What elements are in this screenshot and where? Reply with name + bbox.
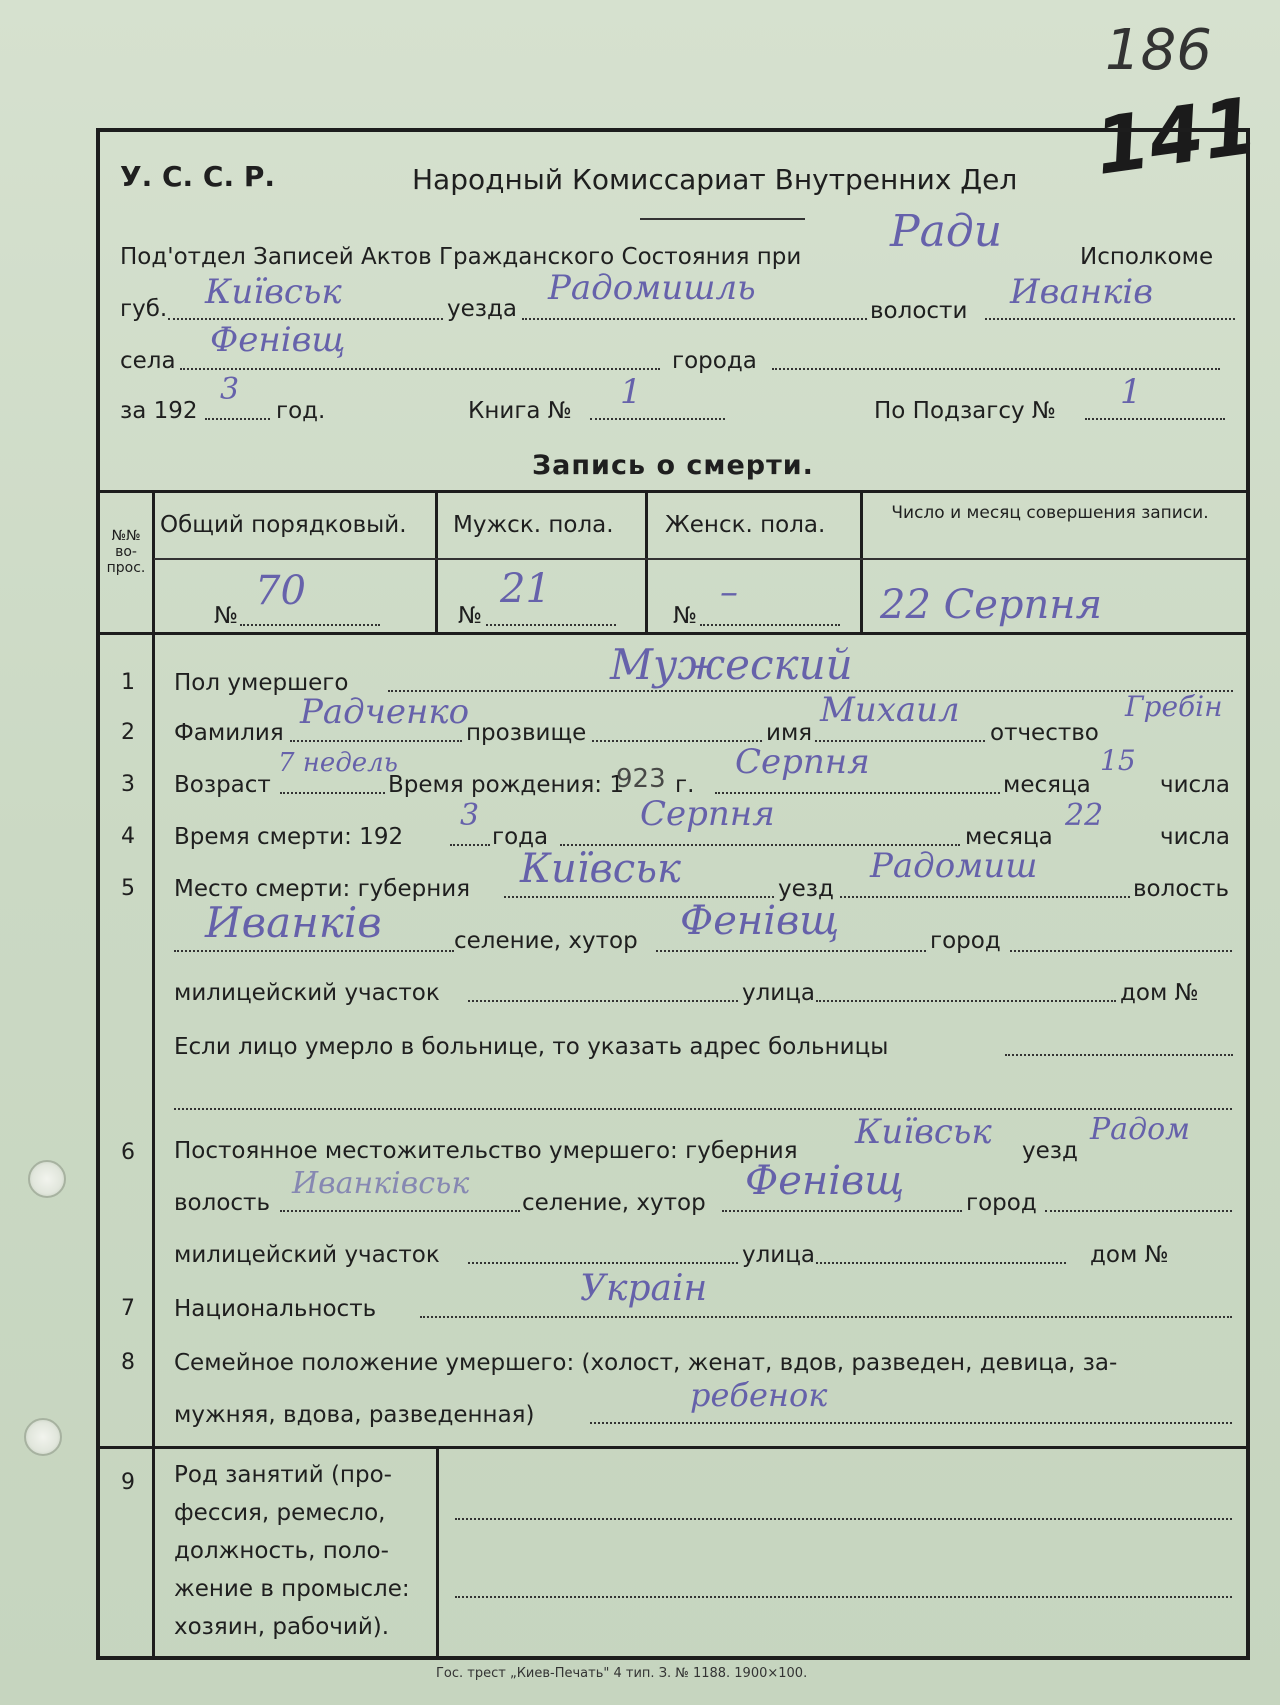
r4-label-goda: года bbox=[492, 824, 549, 850]
r3-birth-year: 923 bbox=[616, 764, 666, 794]
god-label: год. bbox=[276, 398, 326, 424]
gub-value: Київськ bbox=[205, 272, 342, 312]
r5-line-uezd bbox=[840, 896, 1130, 898]
r5-line-selo bbox=[656, 950, 926, 952]
r4-label: Время смерти: 192 bbox=[174, 824, 404, 850]
col-line-4 bbox=[860, 492, 863, 632]
r5-label-uezd: уезд bbox=[778, 876, 834, 902]
r4-label-month: месяца bbox=[965, 824, 1053, 850]
r5-label-hospital: Если лицо умерло в больнице, то указать адрес больницы bbox=[174, 1034, 889, 1060]
r9-l4: жение в промысле: bbox=[174, 1576, 410, 1602]
year-label: за 192 bbox=[120, 398, 198, 424]
r2-label-fam: Фамилия bbox=[174, 720, 284, 746]
r3-value-age: 7 недель bbox=[278, 748, 398, 778]
year-line bbox=[205, 418, 270, 420]
r5-label-street: улица bbox=[742, 980, 816, 1006]
book-line bbox=[590, 418, 725, 420]
r3-label-month: месяца bbox=[1003, 772, 1091, 798]
row-num-2: 2 bbox=[121, 720, 135, 745]
col-line-1 bbox=[152, 492, 155, 1657]
r4-line-year bbox=[450, 844, 490, 846]
corner-mark: 141 bbox=[1089, 81, 1264, 193]
selo-value: Фенівщ bbox=[210, 320, 346, 360]
commissariat-title: Народный Комиссариат Внутренних Дел bbox=[412, 163, 1018, 196]
r3-g: г. bbox=[675, 772, 695, 798]
r6-label-uezd: уезд bbox=[1022, 1138, 1078, 1164]
r5-line-volost bbox=[174, 950, 454, 952]
subdept-label: Под'отдел Записей Актов Гражданского Состояния при bbox=[120, 244, 802, 270]
male-line bbox=[486, 624, 616, 626]
row-num-1: 1 bbox=[121, 670, 135, 695]
r6-line-militia bbox=[468, 1262, 738, 1264]
female-value: – bbox=[720, 572, 738, 613]
r3-birth-month: Серпня bbox=[735, 742, 870, 782]
selo-line bbox=[180, 368, 660, 370]
r9-line-1 bbox=[455, 1518, 1232, 1520]
row9-top-line bbox=[98, 1446, 1248, 1449]
table-header-bottom bbox=[98, 632, 1248, 635]
r1-value: Мужеский bbox=[610, 640, 853, 689]
r5-volost: Иванків bbox=[205, 898, 382, 947]
r6-line-street bbox=[816, 1262, 1066, 1264]
book-value: 1 bbox=[620, 372, 642, 412]
general-no-sign: № bbox=[214, 603, 238, 629]
uezd-line bbox=[522, 318, 867, 320]
r3-label-day: числа bbox=[1160, 772, 1230, 798]
r6-uezd: Радом bbox=[1090, 1112, 1191, 1147]
row-num-8: 8 bbox=[121, 1350, 135, 1375]
republic-title: У. С. С. Р. bbox=[120, 160, 275, 193]
r9-line-2 bbox=[455, 1596, 1232, 1598]
punch-hole-top bbox=[28, 1160, 66, 1198]
r5-label-gorod: город bbox=[930, 928, 1001, 954]
r3-label-age: Возраст bbox=[174, 772, 271, 798]
r6-line-selo bbox=[722, 1210, 962, 1212]
r6-label-selo: селение, хутор bbox=[522, 1190, 706, 1216]
gorod-line bbox=[772, 368, 1220, 370]
row-num-9: 9 bbox=[121, 1470, 135, 1495]
r6-line-volost bbox=[280, 1210, 520, 1212]
female-no-sign: № bbox=[673, 603, 697, 629]
r6-selo: Фенівщ bbox=[745, 1158, 905, 1204]
r4-label-day: числа bbox=[1160, 824, 1230, 850]
volost-line bbox=[985, 318, 1235, 320]
uezd-value: Радомишль bbox=[548, 268, 756, 308]
r5-label-house: дом № bbox=[1120, 980, 1199, 1006]
r8-value: ребенок bbox=[690, 1376, 828, 1414]
r2-value-fam: Радченко bbox=[300, 692, 470, 732]
r5-gub: Київськ bbox=[520, 846, 681, 892]
r6-label-militia: милицейский участок bbox=[174, 1242, 440, 1268]
printer-footer: Гос. трест „Киев-Печать" 4 тип. З. № 1188. 1900×100. bbox=[436, 1666, 808, 1681]
r6-label: Постоянное местожительство умершего: губерния bbox=[174, 1138, 798, 1164]
female-line bbox=[700, 624, 840, 626]
gub-label: губ. bbox=[120, 296, 168, 322]
general-value: 70 bbox=[255, 568, 306, 614]
r3-birth-day: 15 bbox=[1100, 744, 1136, 777]
r8-label-2: мужняя, вдова, разведенная) bbox=[174, 1402, 535, 1428]
col-line-3 bbox=[645, 492, 648, 632]
r2-label-patr: отчество bbox=[990, 720, 1099, 746]
punch-hole-bottom bbox=[24, 1418, 62, 1456]
r4-year: 3 bbox=[460, 798, 480, 833]
r5-line-hospital-1 bbox=[1005, 1054, 1233, 1056]
row9-col-line bbox=[436, 1448, 439, 1658]
date-value: 22 Серпня bbox=[880, 582, 1103, 628]
podzags-label: По Подзагсу № bbox=[874, 398, 1056, 424]
male-no-sign: № bbox=[458, 603, 482, 629]
th-general: Общий порядковый. bbox=[160, 512, 407, 538]
th-date: Число и месяц совершения записи. bbox=[891, 503, 1209, 523]
header-underline bbox=[640, 218, 805, 220]
r4-day: 22 bbox=[1065, 798, 1104, 833]
r7-line bbox=[420, 1316, 1232, 1318]
volost-label: волости bbox=[870, 298, 968, 324]
r6-label-volost: волость bbox=[174, 1190, 270, 1216]
podzags-value: 1 bbox=[1120, 372, 1142, 412]
r6-label-street: улица bbox=[742, 1242, 816, 1268]
r9-l2: фессия, ремесло, bbox=[174, 1500, 386, 1526]
r6-line-gorod bbox=[1045, 1210, 1232, 1212]
r5-line-street bbox=[816, 1000, 1116, 1002]
r1-line bbox=[388, 690, 1233, 692]
r1-label: Пол умершего bbox=[174, 670, 349, 696]
uezd-label: уезда bbox=[447, 296, 517, 322]
selo-label: села bbox=[120, 348, 176, 374]
row-num-5: 5 bbox=[121, 876, 135, 901]
male-value: 21 bbox=[500, 566, 551, 612]
r6-label-house: дом № bbox=[1090, 1242, 1169, 1268]
r6-label-gorod: город bbox=[966, 1190, 1037, 1216]
r2-line-fam bbox=[290, 740, 462, 742]
r5-uezd: Радомиш bbox=[870, 846, 1038, 886]
th-nn: №№ во- прос. bbox=[106, 528, 146, 576]
r6-volost: Иванківськ bbox=[292, 1166, 470, 1201]
th-female: Женск. пола. bbox=[665, 512, 826, 538]
table-header-divider bbox=[154, 558, 1246, 560]
record-title: Запись о смерти. bbox=[532, 450, 814, 481]
general-line bbox=[240, 624, 380, 626]
volost-value: Иванків bbox=[1010, 272, 1154, 312]
r7-value: Украін bbox=[580, 1268, 708, 1309]
row-num-4: 4 bbox=[121, 824, 135, 849]
row-num-6: 6 bbox=[121, 1140, 135, 1165]
r5-selo: Фенівщ bbox=[680, 898, 840, 944]
th-male: Мужск. пола. bbox=[453, 512, 614, 538]
gorod-label: города bbox=[672, 348, 757, 374]
r5-line-gorod bbox=[1010, 950, 1232, 952]
r9-l5: хозяин, рабочий). bbox=[174, 1614, 390, 1640]
r2-value-name: Михаил bbox=[820, 690, 960, 730]
r8-label-1: Семейное положение умершего: (холост, женат, вдов, разведен, девица, за- bbox=[174, 1350, 1118, 1376]
r5-line-hospital-2 bbox=[174, 1108, 1232, 1110]
r6-gub: Київськ bbox=[855, 1112, 992, 1152]
r2-label-nick: прозвище bbox=[466, 720, 587, 746]
r5-label-militia: милицейский участок bbox=[174, 980, 440, 1006]
page-number-handwritten: 186 bbox=[1105, 18, 1212, 83]
subdept-value: Ради bbox=[890, 206, 1003, 257]
year-value: 3 bbox=[220, 372, 240, 407]
podzags-line bbox=[1085, 418, 1225, 420]
ispolkom-label: Исполкоме bbox=[1080, 244, 1214, 270]
r7-label: Национальность bbox=[174, 1296, 377, 1322]
r3-line-age bbox=[280, 792, 385, 794]
book-label: Книга № bbox=[468, 398, 572, 424]
row-num-7: 7 bbox=[121, 1296, 135, 1321]
col-line-2 bbox=[435, 492, 438, 632]
r2-value-patr: Гребін bbox=[1125, 690, 1223, 723]
r4-month: Серпня bbox=[640, 794, 775, 834]
table-top-line bbox=[98, 490, 1248, 493]
r5-label: Место смерти: губерния bbox=[174, 876, 471, 902]
r5-label-volost: волость bbox=[1133, 876, 1229, 902]
r9-l3: должность, поло- bbox=[174, 1538, 389, 1564]
r5-line-militia bbox=[468, 1000, 738, 1002]
r8-line bbox=[590, 1422, 1232, 1424]
r9-l1: Род занятий (про- bbox=[174, 1462, 392, 1488]
r3-label-birth: Время рождения: 1 bbox=[388, 772, 624, 798]
r2-label-name: имя bbox=[766, 720, 813, 746]
row-num-3: 3 bbox=[121, 772, 135, 797]
r5-label-selo: селение, хутор bbox=[454, 928, 638, 954]
